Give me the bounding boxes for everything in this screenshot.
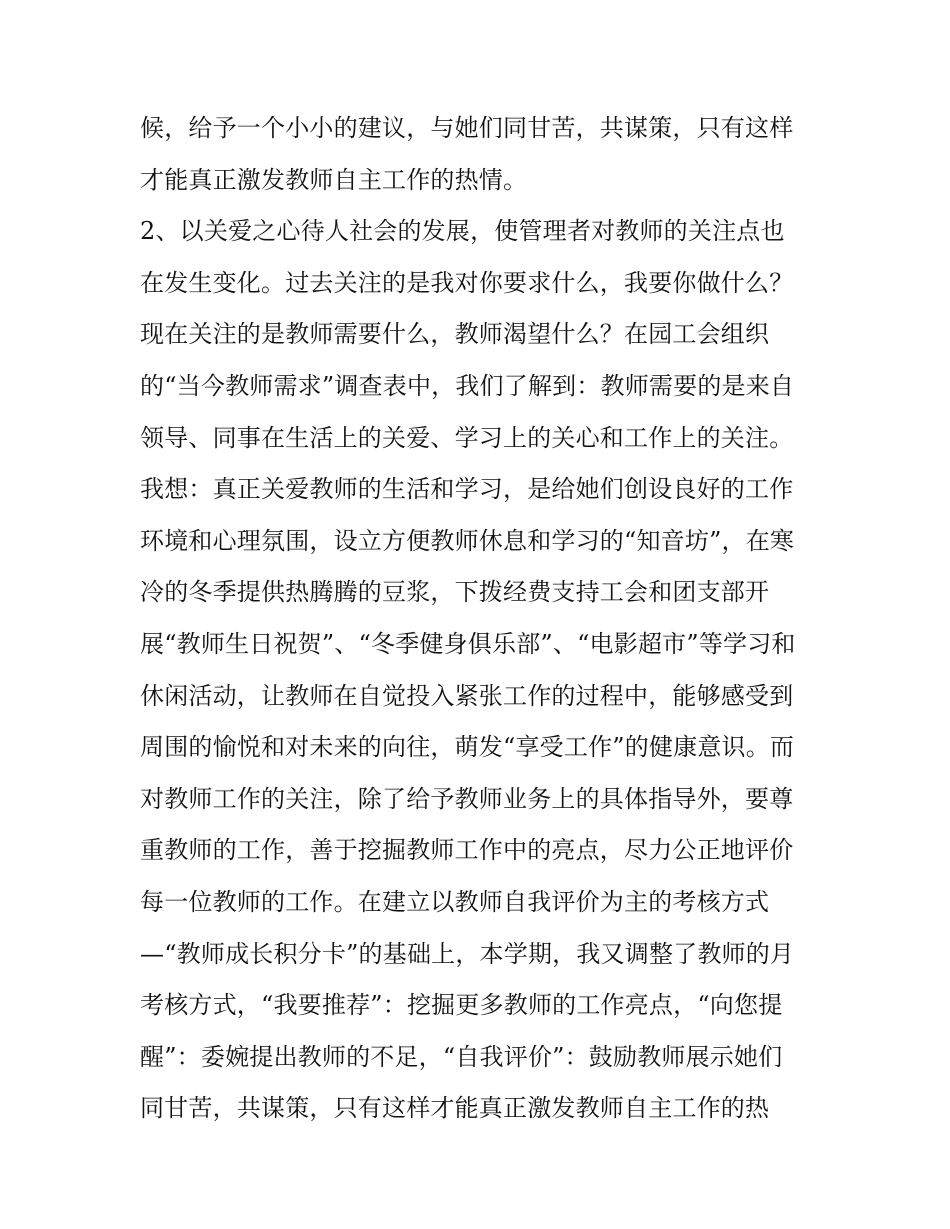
text-line: 领导、同事在生活上的关爱、学习上的关心和工作上的关注。 <box>140 423 794 452</box>
text-line: 我想：真正关爱教师的生活和学习，是给她们创设良好的工作 <box>140 475 794 504</box>
text-line: 每一位教师的工作。在建立以教师自我评价为主的考核方式 <box>140 887 770 916</box>
text-line: 展“教师生日祝贺”、“冬季健身俱乐部”、“电影超市”等学习和 <box>140 629 796 658</box>
text-line: 同甘苦，共谋策，只有这样才能真正激发教师自主工作的热 <box>140 1094 770 1123</box>
text-line: 在发生变化。过去关注的是我对你要求什么，我要你做什么？ <box>140 268 794 297</box>
text-line: 环境和心理氛围，设立方便教师休息和学习的“知音坊”，在寒 <box>140 526 795 555</box>
text-line: 周围的愉悦和对未来的向往，萌发“享受工作”的健康意识。而 <box>140 733 795 762</box>
text-line: 考核方式，“我要推荐”：挖掘更多教师的工作亮点，“向您提 <box>140 991 783 1020</box>
text-line: 2、以关爱之心待人社会的发展，使管理者对教师的关注点也 <box>140 217 785 246</box>
text-line: 醒”：委婉提出教师的不足，“自我评价”：鼓励教师展示她们 <box>140 1042 783 1071</box>
text-line: 冷的冬季提供热腾腾的豆浆，下拨经费支持工会和团支部开 <box>140 578 770 607</box>
body-text <box>140 103 820 1135</box>
text-line: 候，给予一个小小的建议，与她们同甘苦，共谋策，只有这样 <box>140 114 794 142</box>
text-line: 对教师工作的关注，除了给予教师业务上的具体指导外，要尊 <box>140 784 794 813</box>
text-line: 现在关注的是教师需要什么，教师渴望什么？在园工会组织 <box>140 320 770 349</box>
text-line: 休闲活动，让教师在自觉投入紧张工作的过程中，能够感受到 <box>140 681 794 710</box>
text-line: —“教师成长积分卡”的基础上，本学期，我又调整了教师的月 <box>140 939 795 968</box>
text-line: 的“当今教师需求”调查表中，我们了解到：教师需要的是来自 <box>140 371 795 400</box>
text-line: 才能真正激发教师自主工作的热情。 <box>140 165 528 194</box>
text-line: 重教师的工作，善于挖掘教师工作中的亮点，尽力公正地评价 <box>140 836 794 865</box>
